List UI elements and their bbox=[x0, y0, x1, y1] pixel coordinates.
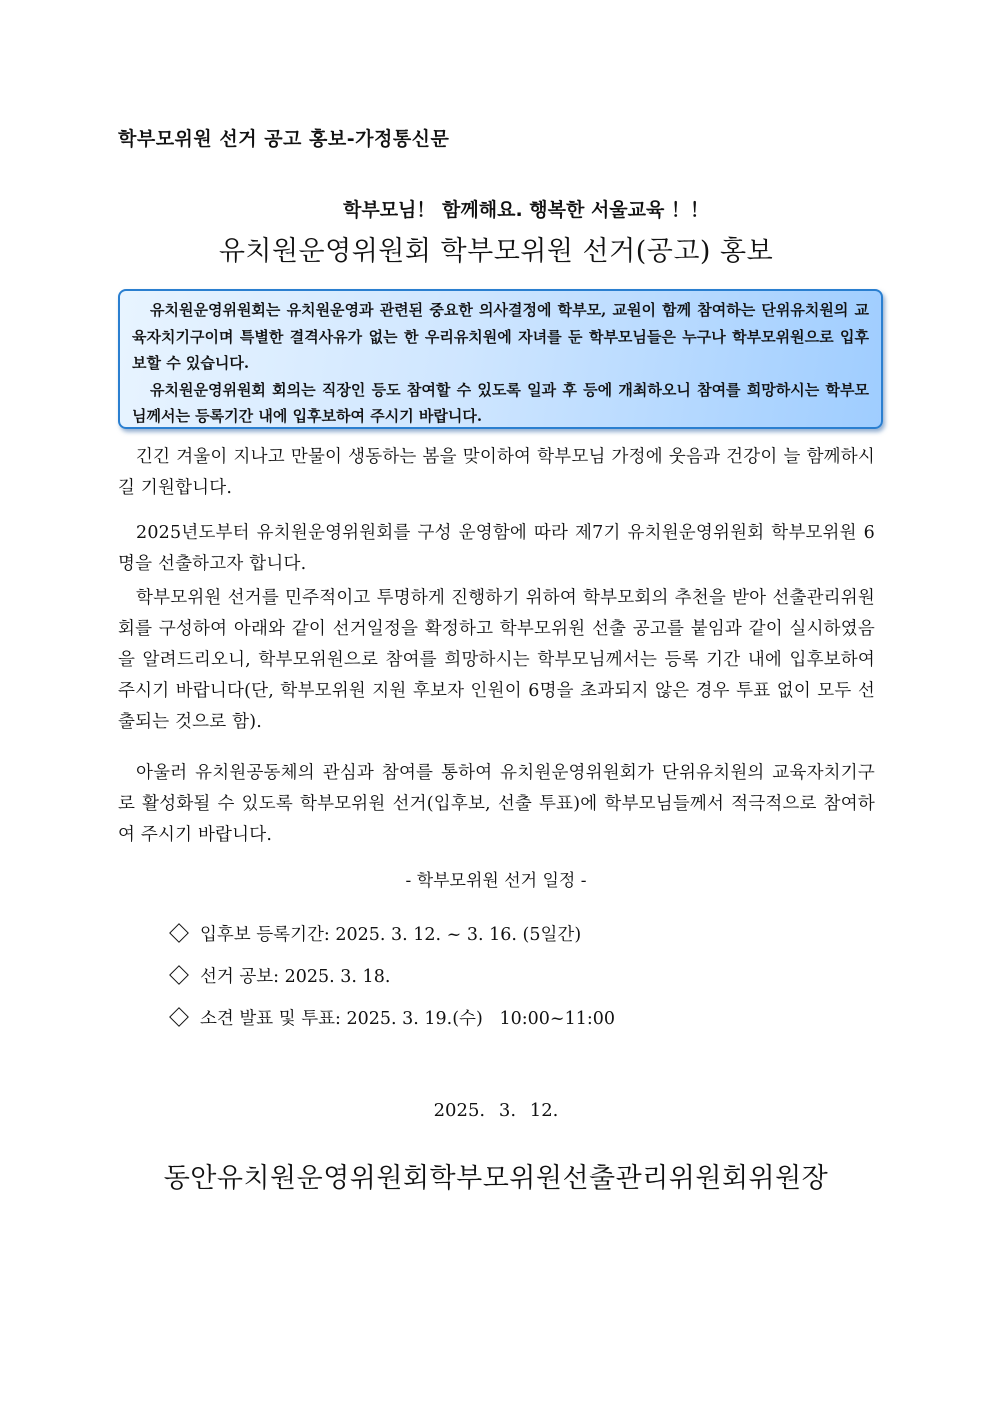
diamond-icon bbox=[169, 923, 189, 943]
schedule-item-text: 선거 공보: 2025. 3. 18. bbox=[200, 966, 391, 987]
schedule-title: - 학부모위원 선거 일정 - bbox=[405, 871, 587, 891]
slogan: 학부모님！ 함께해요. 행복한 서울교육 ！！ bbox=[343, 199, 709, 221]
schedule-list bbox=[168, 912, 615, 1038]
schedule-item-text: 소견 발표 및 투표: 2025. 3. 19.(수) 10:00~11:00 bbox=[200, 1008, 616, 1029]
body-paragraph-3-text: 학부모위원 선거를 민주적이고 투명하게 진행하기 위하여 학부모회의 추천을 받아 선출관리위원회를 구성하여 아래와 같이 선거일정을 확정하고 학부모위원 선출 공고를 붙임과 같이 실시하였음을 알려드리오니, 학부모위원으로 참여를 희망하시는 학부모님께서는 등록 기간 내에 입후보하여 주시기 바랍니다(단, 학부모위원 지원 후보자 인원이 6명을 초과되지 않은 경우 투표 없이 모두 선출되는 것으로 함). bbox=[118, 588, 875, 732]
notice-box bbox=[118, 289, 883, 429]
diamond-icon bbox=[169, 965, 189, 985]
body-paragraph-2-text: 2025년도부터 유치원운영위원회를 구성 운영함에 따라 제7기 유치원운영위원회 학부모위원 6명을 선출하고자 합니다. bbox=[118, 523, 875, 574]
body-paragraph-4-text: 아울러 유치원공동체의 관심과 참여를 통하여 유치원운영위원회가 단위유치원의 교육자치기구로 활성화될 수 있도록 학부모위원 선거(입후보, 선출 투표)에 학부모님들께서 적극적으로 참여하여 주시기 바랍니다. bbox=[118, 763, 875, 845]
body-paragraph-1 bbox=[118, 442, 875, 504]
diamond-icon bbox=[169, 1007, 189, 1027]
document-label: 학부모위원 선거 공고 홍보-가정통신문 bbox=[118, 128, 450, 150]
notice-paragraph-1: 유치원운영위원회는 유치원운영과 관련된 중요한 의사결정에 학부모, 교원이 함께 참여하는 단위유치원의 교육자치기구이며 특별한 결격사유가 없는 한 우리유치원에 자녀를 둔 학부모님들은 누구나 학부모위원으로 입후보할 수 있습니다. bbox=[132, 301, 869, 372]
schedule-item-text: 입후보 등록기간: 2025. 3. 12. ~ 3. 16. (5일간) bbox=[200, 924, 582, 945]
issue-date: 2025. 3. 12. bbox=[433, 1100, 559, 1121]
schedule-item bbox=[168, 912, 615, 954]
schedule-item bbox=[168, 954, 615, 996]
notice-paragraph-2: 유치원운영위원회 회의는 직장인 등도 참여할 수 있도록 일과 후 등에 개최하오니 참여를 희망하시는 학부모님께서는 등록기간 내에 입후보하여 주시기 바랍니다. bbox=[132, 380, 869, 425]
body-paragraph-1-text: 긴긴 겨울이 지나고 만물이 생동하는 봄을 맞이하여 학부모님 가정에 웃음과 건강이 늘 함께하시길 기원합니다. bbox=[118, 447, 875, 498]
body-paragraph-4 bbox=[118, 758, 875, 851]
body-paragraph-3 bbox=[118, 583, 875, 738]
signature: 동안유치원운영위원회학부모위원선출관리위원회위원장 bbox=[163, 1163, 829, 1194]
body-paragraph-2 bbox=[118, 518, 875, 580]
page-title: 유치원운영위원회 학부모위원 선거(공고) 홍보 bbox=[218, 236, 774, 267]
schedule-item bbox=[168, 996, 615, 1038]
